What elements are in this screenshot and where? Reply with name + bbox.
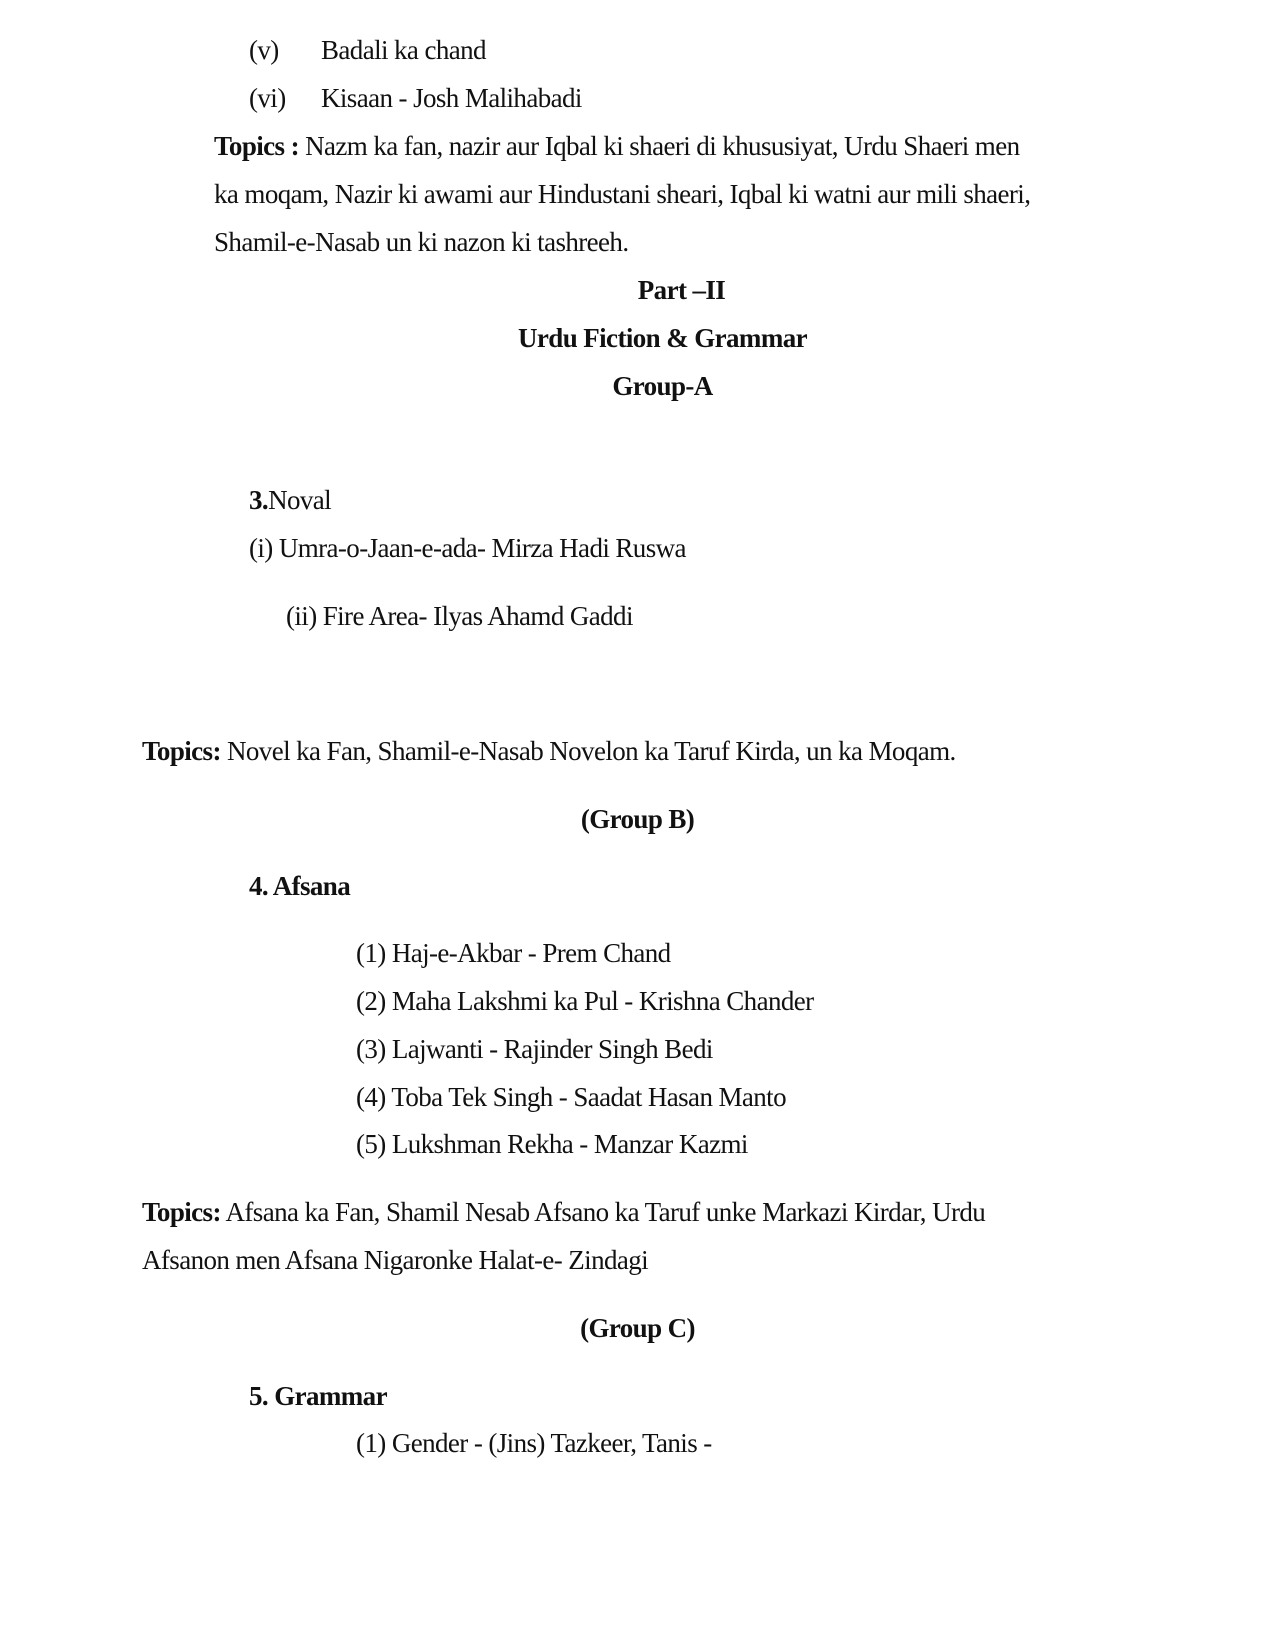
item-text: Kisaan - Josh Malihabadi	[321, 83, 582, 113]
topics-text: Afsana ka Fan, Shamil Nesab Afsano ka Taruf unke Markazi Kirdar, Urdu	[220, 1197, 986, 1227]
part-subtitle: Urdu Fiction & Grammar	[518, 323, 807, 353]
topics-text: Novel ka Fan, Shamil-e-Nasab Novelon ka Taruf Kirda, un ka Moqam.	[220, 736, 956, 766]
list-item: (1) Haj-e-Akbar - Prem Chand	[356, 938, 671, 968]
topics-label: Topics:	[142, 1197, 221, 1227]
topics-label: Topics :	[214, 131, 299, 161]
novel-heading	[249, 482, 331, 518]
afsana-heading: 4. Afsana	[249, 871, 351, 901]
topics-text: Afsanon men Afsana Nigaronke Halat-e- Zindagi	[142, 1245, 649, 1275]
topics-paragraph-1	[214, 128, 1020, 164]
group-b-heading: (Group B)	[580, 804, 695, 834]
list-item: (4) Toba Tek Singh - Saadat Hasan Manto	[356, 1082, 786, 1112]
list-item: (ii) Fire Area- Ilyas Ahamd Gaddi	[286, 601, 633, 631]
list-item: (i) Umra-o-Jaan-e-ada- Mirza Hadi Ruswa	[249, 533, 686, 563]
part-title: Part –II	[637, 275, 726, 305]
section-title: Noval	[268, 485, 332, 515]
topics-text: ka moqam, Nazir ki awami aur Hindustani sheari, Iqbal ki watni aur mili shaeri,	[214, 179, 1031, 209]
group-c-heading: (Group C)	[580, 1313, 695, 1343]
topics-text: Shamil-e-Nasab un ki nazon ki tashreeh.	[214, 227, 629, 257]
item-number: (vi)	[249, 83, 286, 113]
list-item: (2) Maha Lakshmi ka Pul - Krishna Chander	[356, 986, 814, 1016]
grammar-heading: 5. Grammar	[249, 1381, 387, 1411]
list-item: (3) Lajwanti - Rajinder Singh Bedi	[356, 1034, 713, 1064]
topics-text: Nazm ka fan, nazir aur Iqbal ki shaeri di khususiyat, Urdu Shaeri men	[298, 131, 1020, 161]
topics-paragraph-3	[142, 1194, 985, 1230]
topics-paragraph-2	[142, 733, 956, 769]
list-item: (5) Lukshman Rekha - Manzar Kazmi	[356, 1129, 748, 1159]
item-number: (v)	[249, 35, 279, 65]
item-text: Badali ka chand	[321, 35, 486, 65]
list-item: (1) Gender - (Jins) Tazkeer, Tanis -	[356, 1428, 712, 1458]
group-a-heading: Group-A	[612, 371, 713, 401]
section-number: 3.	[249, 485, 269, 515]
poem-item	[249, 32, 486, 68]
poem-item	[249, 80, 582, 116]
topics-label: Topics:	[142, 736, 221, 766]
